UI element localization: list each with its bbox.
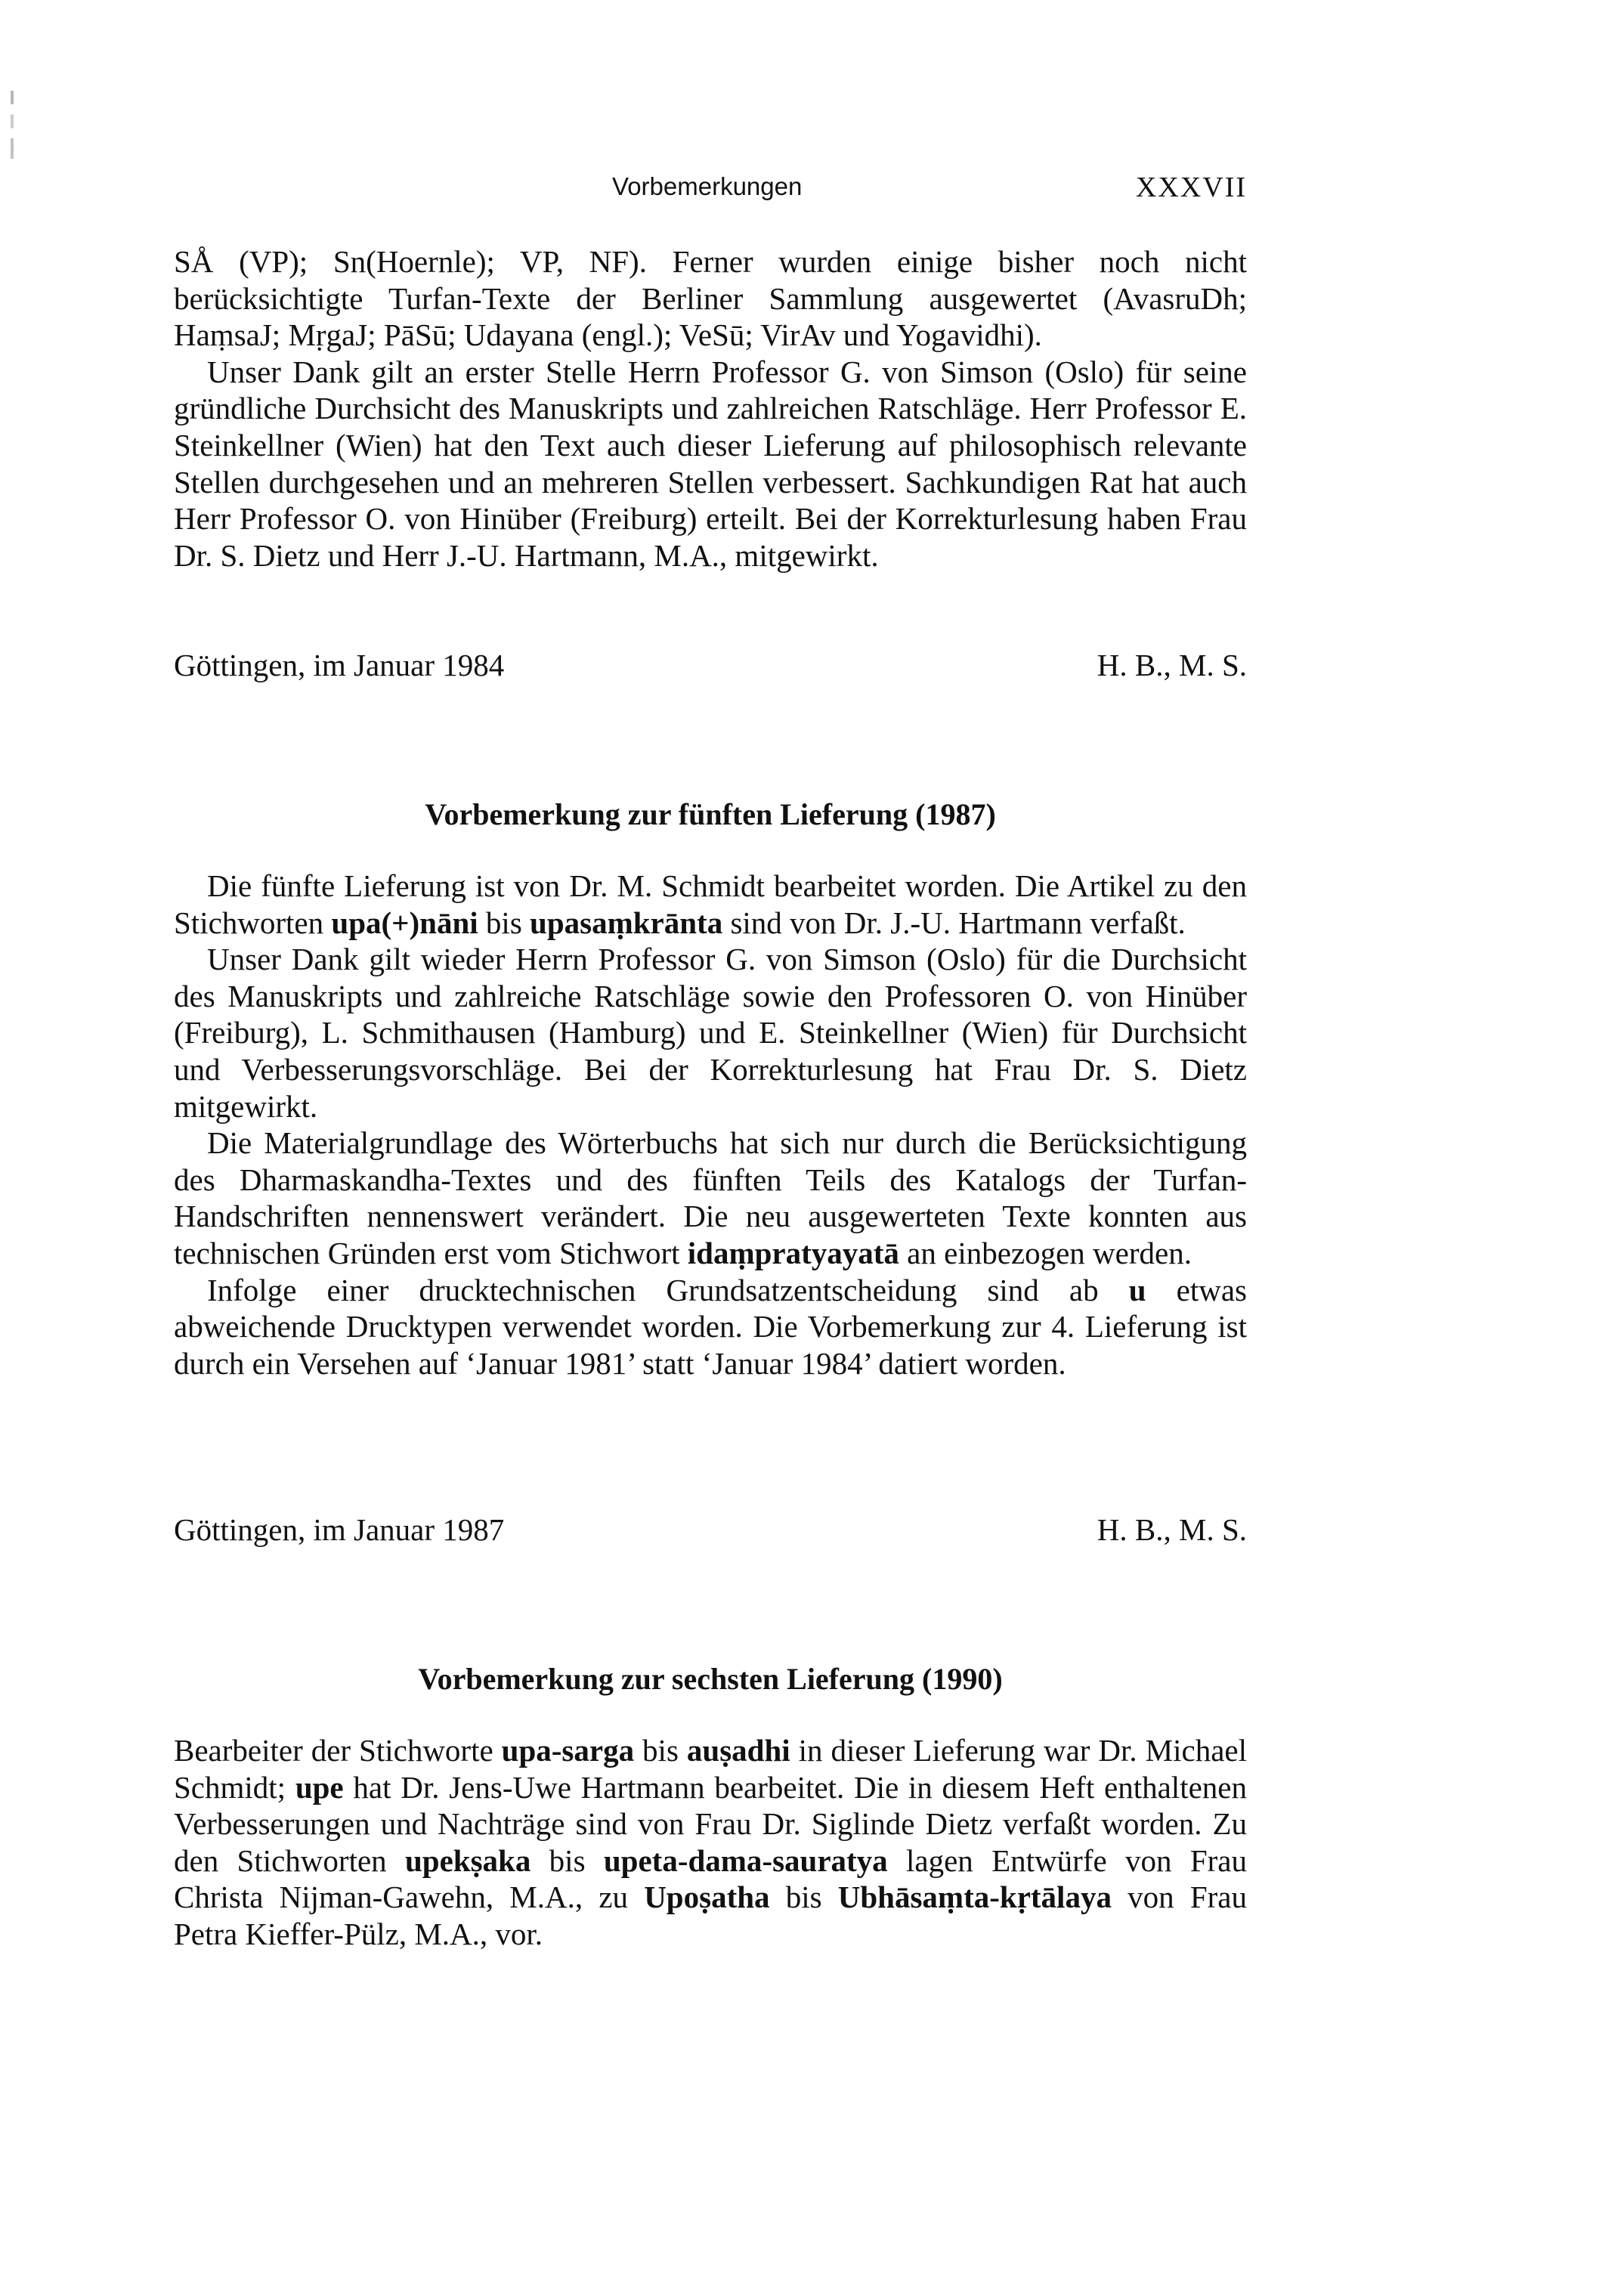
term: Ubhāsaṃta-kṛtālaya (837, 1880, 1112, 1915)
term: u (1128, 1272, 1146, 1307)
author-initials: H. B., M. S. (1097, 648, 1247, 682)
section-heading-fifth: Vorbemerkung zur fünften Lieferung (1987) (425, 797, 996, 831)
term: idaṃpratyayatā (687, 1235, 899, 1270)
fifth-text (174, 868, 1247, 1381)
fifth-paragraph-2: Unser Dank gilt wieder Herrn Professor G. von Simson (Oslo) für die Durchsicht des Manuskripts und zahlreiche Ratschläge sowie den Professoren O. von Hinüber (Freiburg), L. Schmithausen (Hamburg) und E. Steinkellner (Wien) für Durchsicht und Verbesserungsvorschläge. Bei der Korrekturlesung hat Frau Dr. S. Dietz mitgewirkt. (174, 942, 1247, 1124)
page-number: XXXVII (1135, 172, 1247, 203)
term: upa-sarga (501, 1733, 635, 1768)
term: Upoṣatha (644, 1880, 770, 1915)
signature-1984 (174, 647, 1247, 685)
fifth-paragraph-4: Infolge einer drucktechnischen Grundsatzentscheidung sind ab u etwas abweichende Drucktypen verwendet worden. Die Vorbemerkung zur 4. Lieferung ist durch ein Versehen auf ‘Januar 1981’ statt ‘Januar 1984’ datiert worden. (174, 1272, 1247, 1381)
place-date: Göttingen, im Januar 1987 (174, 1512, 505, 1547)
term: upeta-dama-sauratya (603, 1842, 888, 1878)
scan-artifact (11, 91, 14, 159)
fifth-paragraph-1: Die fünfte Lieferung ist von Dr. M. Schmidt bearbeitet worden. Die Artikel zu den Stichworten upa(+)nāni bis upasaṃkrānta sind von Dr. J.-U. Hartmann verfaßt. (174, 868, 1247, 940)
place-date: Göttingen, im Januar 1984 (174, 648, 505, 682)
fifth-paragraph-3: Die Materialgrundlage des Wörterbuchs hat sich nur durch die Berücksichtigung des Dharmaskandha-Textes und des fünften Teils des Katalogs der Turfan-Handschriften nennenswert verändert. Die neu ausgewerteten Texte konnten aus technischen Gründen erst vom Stichwort idaṃpratyayatā an einbezogen werden. (174, 1125, 1247, 1270)
term: upasaṃkrānta (530, 905, 723, 940)
signature-1987 (174, 1511, 1247, 1549)
section-heading-sixth: Vorbemerkung zur sechsten Lieferung (1990) (418, 1662, 1003, 1696)
running-header (174, 172, 1247, 210)
term: upe (295, 1769, 344, 1805)
intro-paragraph-1: SÅ (VP); Sn(Hoernle); VP, NF). Ferner wurden einige bisher noch nicht berücksichtigte Turfan-Texte der Berliner Sammlung ausgewertet (AvasruDh; HaṃsaJ; MṛgaJ; PāSū; Udayana (engl.); VeSū; VirAv und Yogavidhi). (174, 244, 1247, 353)
running-title: Vorbemerkungen (612, 172, 803, 200)
intro-text (174, 243, 1247, 574)
sixth-paragraph: Bearbeiter der Stichworte upa-sarga bis auṣadhi in dieser Lieferung war Dr. Michael Schmidt; upe hat Dr. Jens-Uwe Hartmann bearbeitet. Die in diesem Heft enthaltenen Verbesserungen und Nachträge sind von Frau Dr. Siglinde Dietz verfaßt worden. Zu den Stichworten upekṣaka bis upeta-dama-sauratya lagen Entwürfe von Frau Christa Nijman-Gawehn, M.A., zu Upoṣatha bis Ubhāsaṃta-kṛtālaya von Frau Petra Kieffer-Pülz, M.A., vor. (174, 1733, 1247, 1951)
sixth-text (174, 1732, 1247, 1953)
intro-paragraph-2: Unser Dank gilt an erster Stelle Herrn Professor G. von Simson (Oslo) für seine gründliche Durchsicht des Manuskripts und zahlreichen Ratschläge. Herr Professor E. Steinkellner (Wien) hat den Text auch dieser Lieferung auf philosophisch relevante Stellen durchgesehen und an mehreren Stellen verbessert. Sachkundigen Rat hat auch Herr Professor O. von Hinüber (Freiburg) erteilt. Bei der Korrekturlesung haben Frau Dr. S. Dietz und Herr J.-U. Hartmann, M.A., mitgewirkt. (174, 354, 1247, 573)
term: auṣadhi (686, 1733, 790, 1768)
term: upekṣaka (404, 1842, 531, 1878)
term: upa(+)nāni (331, 905, 478, 940)
author-initials: H. B., M. S. (1097, 1512, 1247, 1547)
